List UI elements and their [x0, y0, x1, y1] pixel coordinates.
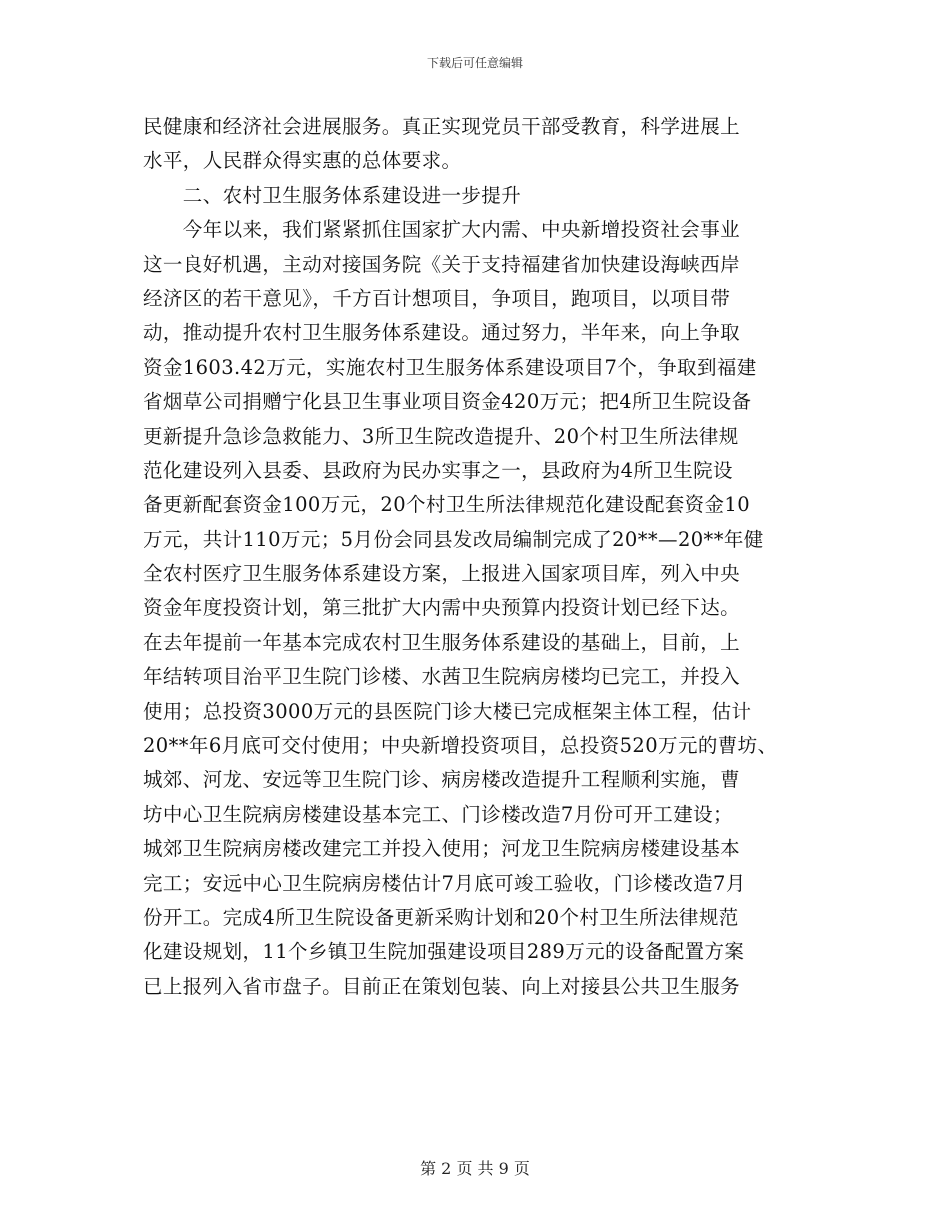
header-note: 下载后可任意编辑: [426, 56, 523, 70]
text-line: 更新提升急诊急救能力、3所卫生院改造提升、20个村卫生所法律规: [143, 424, 739, 448]
section-heading: 二、农村卫生服务体系建设进一步提升: [143, 183, 522, 207]
text-line: 已上报列入省市盘子。目前正在策划包装、向上对接县公共卫生服务: [143, 974, 741, 998]
text-line: 坊中心卫生院病房楼建设基本完工、门诊楼改造7月份可开工建设；: [143, 802, 733, 826]
text-line: 城郊、河龙、安远等卫生院门诊、病房楼改造提升工程顺利实施，曹: [143, 768, 741, 792]
text-line: 今年以来，我们紧紧抓住国家扩大内需、中央新增投资社会事业: [143, 218, 741, 242]
text-line: 经济区的若干意见》，千方百计想项目，争项目，跑项目，以项目带: [143, 286, 731, 310]
text-line: 资金年度投资计划，第三批扩大内需中央预算内投资计划已经下达。: [143, 596, 741, 620]
text-line: 份开工。完成4所卫生院设备更新采购计划和20个村卫生所法律规范: [143, 905, 739, 929]
text-line: 动，推动提升农村卫生服务体系建设。通过努力，半年来，向上争取: [143, 321, 741, 345]
text-line: 水平，人民群众得实惠的总体要求。: [143, 149, 462, 173]
text-line: 20**年6月底可交付使用；中央新增投资项目，总投资520万元的曹坊、: [143, 734, 778, 758]
text-line: 化建设规划，11个乡镇卫生院加强建设项目289万元的设备配置方案: [143, 940, 745, 964]
text-line: 在去年提前一年基本完成农村卫生服务体系建设的基础上，目前，上: [143, 630, 741, 654]
text-line: 完工；安远中心卫生院病房楼估计7月底可竣工验收，门诊楼改造7月: [143, 871, 746, 895]
text-line: 民健康和经济社会进展服务。真正实现党员干部受教育，科学进展上: [143, 115, 741, 138]
page-number-footer: 第 2 页 共 9 页: [420, 1159, 530, 1178]
text-line: 全农村医疗卫生服务体系建设方案，上报进入国家项目库，列入中央: [143, 562, 741, 586]
text-line: 范化建设列入县委、县政府为民办实事之一，县政府为4所卫生院设: [143, 458, 733, 482]
text-line: 年结转项目治平卫生院门诊楼、水茜卫生院病房楼均已完工，并投入: [143, 665, 741, 689]
text-line: 使用；总投资3000万元的县医院门诊大楼已完成框架主体工程，估计: [143, 699, 752, 723]
text-line: 省烟草公司捐赠宁化县卫生事业项目资金420万元；把4所卫生院设备: [143, 390, 752, 414]
text-line: 城郊卫生院病房楼改建完工并投入使用；河龙卫生院病房楼建设基本: [143, 837, 741, 861]
text-line: 备更新配套资金100万元，20个村卫生所法律规范化建设配套资金10: [143, 493, 751, 517]
text-line: 这一良好机遇，主动对接国务院《关于支持福建省加快建设海峡西岸: [143, 252, 741, 276]
text-line: 资金1603.42万元，实施农村卫生服务体系建设项目7个，争取到福建: [143, 355, 757, 379]
document-body: [143, 110, 823, 1004]
text-line: 万元，共计110万元；5月份会同县发改局编制完成了20**—20**年健: [143, 527, 764, 551]
